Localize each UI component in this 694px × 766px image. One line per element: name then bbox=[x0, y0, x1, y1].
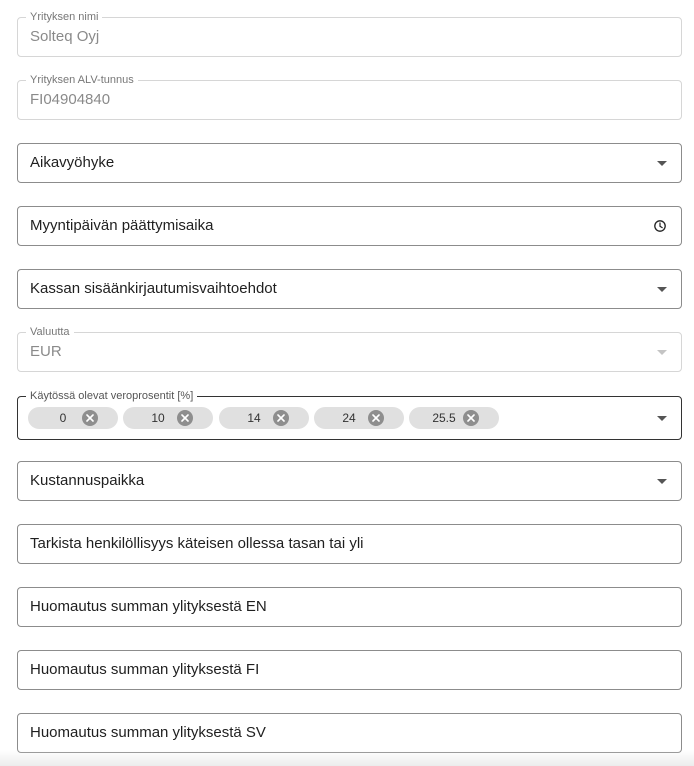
login-options-select[interactable] bbox=[17, 269, 682, 309]
company-name-field bbox=[17, 11, 682, 57]
sales-day-end-label: Myyntipäivän päättymisaika bbox=[30, 217, 214, 234]
tax-rates-legend: Käytössä olevat veroprosentit [%] bbox=[26, 389, 197, 403]
tax-rate-chip bbox=[123, 407, 213, 429]
currency-select bbox=[17, 326, 682, 372]
cancel-circle-icon[interactable] bbox=[82, 410, 98, 426]
tax-rate-chip-label: 25.5 bbox=[432, 411, 456, 425]
cancel-circle-icon[interactable] bbox=[177, 410, 193, 426]
note-sv-input[interactable] bbox=[17, 713, 682, 753]
cancel-circle-icon[interactable] bbox=[463, 410, 479, 426]
company-name-legend: Yrityksen nimi bbox=[26, 10, 102, 24]
chevron-down-icon[interactable] bbox=[657, 416, 667, 421]
chevron-down-icon bbox=[657, 350, 667, 355]
clock-icon[interactable] bbox=[654, 220, 666, 232]
company-name-value: Solteq Oyj bbox=[30, 28, 100, 45]
chevron-down-icon bbox=[657, 287, 667, 292]
note-en-label: Huomautus summan ylityksestä EN bbox=[30, 598, 267, 615]
id-check-threshold-input[interactable] bbox=[17, 524, 682, 564]
currency-legend: Valuutta bbox=[26, 325, 74, 339]
timezone-select[interactable] bbox=[17, 143, 682, 183]
note-en-input[interactable] bbox=[17, 587, 682, 627]
chevron-down-icon bbox=[657, 161, 667, 166]
timezone-label: Aikavyöhyke bbox=[30, 154, 115, 171]
currency-value: EUR bbox=[30, 343, 62, 360]
cancel-circle-icon[interactable] bbox=[368, 410, 384, 426]
note-fi-input[interactable] bbox=[17, 650, 682, 690]
note-sv-label: Huomautus summan ylityksestä SV bbox=[30, 724, 266, 741]
tax-rate-chip-label: 10 bbox=[151, 411, 165, 425]
cost-center-label: Kustannuspaikka bbox=[30, 472, 145, 489]
tax-rate-chip bbox=[314, 407, 404, 429]
cancel-circle-icon[interactable] bbox=[273, 410, 289, 426]
tax-rate-chip-label: 14 bbox=[247, 411, 261, 425]
company-vat-legend: Yrityksen ALV-tunnus bbox=[26, 73, 138, 87]
login-options-label: Kassan sisäänkirjautumisvaihtoehdot bbox=[30, 280, 277, 297]
chevron-down-icon bbox=[657, 479, 667, 484]
tax-rates-select[interactable] bbox=[17, 390, 682, 440]
tax-rate-chip-label: 0 bbox=[59, 411, 67, 425]
note-fi-label: Huomautus summan ylityksestä FI bbox=[30, 661, 260, 678]
cost-center-select[interactable] bbox=[17, 461, 682, 501]
tax-rate-chip bbox=[28, 407, 118, 429]
company-vat-field bbox=[17, 74, 682, 120]
tax-rate-chip bbox=[409, 407, 499, 429]
bottom-scroll-shadow bbox=[0, 750, 694, 766]
id-check-label: Tarkista henkilöllisyys käteisen ollessa tasan tai yli bbox=[30, 535, 364, 552]
tax-rate-chip-label: 24 bbox=[342, 411, 356, 425]
company-vat-value: FI04904840 bbox=[30, 91, 111, 108]
sales-day-end-time-input[interactable] bbox=[17, 206, 682, 246]
tax-rate-chip bbox=[219, 407, 309, 429]
